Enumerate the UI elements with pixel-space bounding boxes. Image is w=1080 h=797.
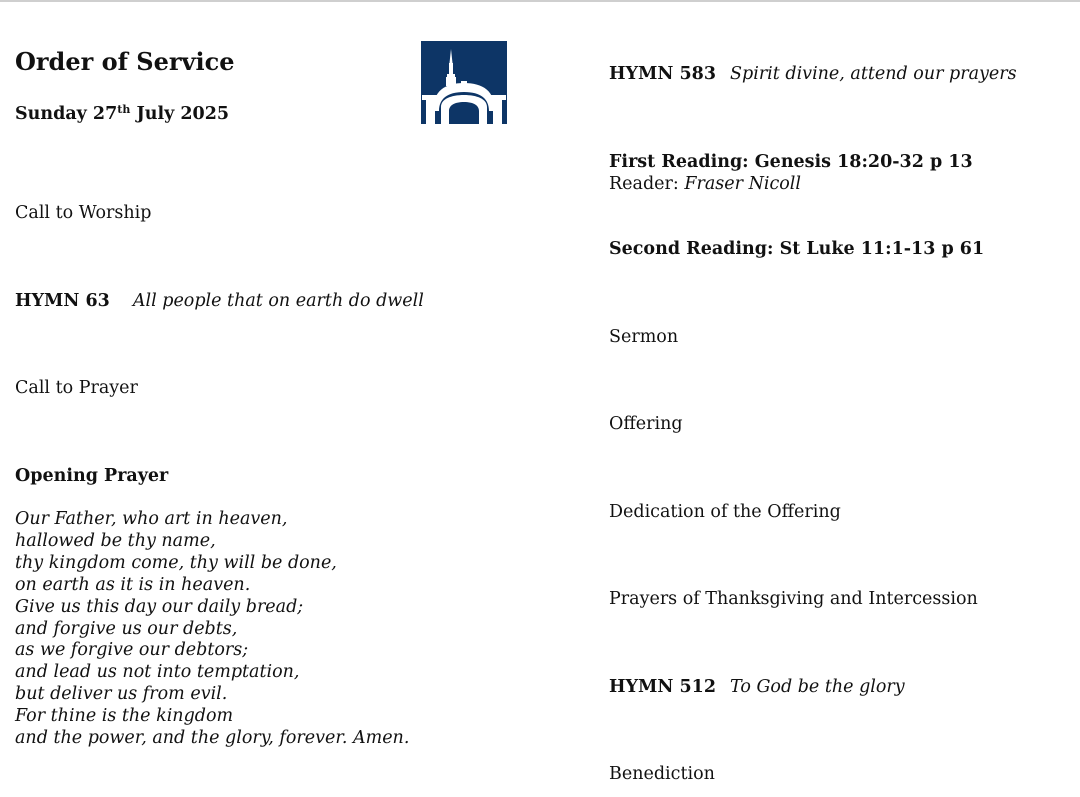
second-reading-heading: Second Reading: St Luke 11:1-13 p 61: [609, 239, 985, 259]
prayer-line: and the power, and the glory, forever. Amen.: [15, 728, 410, 749]
prayer-line: Give us this day our daily bread;: [15, 596, 304, 617]
lords-prayer-text: [15, 509, 409, 750]
prayer-line: thy kingdom come, thy will be done,: [15, 552, 337, 573]
call-to-worship: Call to Worship: [15, 203, 152, 223]
first-reading-heading: First Reading: Genesis 18:20-32 p 13: [609, 152, 973, 172]
prayer-line: and forgive us our debts,: [15, 618, 238, 639]
prayer-line: as we forgive our debtors;: [15, 640, 249, 661]
hymn-number: HYMN 512: [609, 677, 717, 697]
hymn-number: HYMN 63: [15, 291, 110, 311]
church-dome-spire-icon: [421, 41, 507, 124]
service-date-day: Sunday 27: [15, 104, 118, 124]
service-date-month-year: July 2025: [130, 104, 230, 124]
prayer-line: but deliver us from evil.: [15, 684, 228, 705]
hymn-title: To God be the glory: [730, 677, 905, 697]
service-date-ordinal: th: [117, 102, 131, 116]
reader-name: Fraser Nicoll: [684, 174, 802, 194]
hymn-title: All people that on earth do dwell: [132, 291, 424, 311]
opening-prayer-heading: Opening Prayer: [15, 466, 169, 486]
hymn-title: Spirit divine, attend our prayers: [730, 64, 1017, 84]
hymn-583-line: [609, 64, 1017, 84]
prayer-line: and lead us not into temptation,: [15, 662, 300, 683]
prayers-of-thanksgiving: Prayers of Thanksgiving and Intercession: [609, 589, 978, 609]
benediction: Benediction: [609, 764, 715, 784]
church-logo: [421, 41, 507, 124]
prayer-line: on earth as it is in heaven.: [15, 574, 251, 595]
dedication-of-offering: Dedication of the Offering: [609, 502, 841, 522]
reader-label: Reader:: [609, 174, 685, 194]
hymn-number: HYMN 583: [609, 64, 717, 84]
page-top-border: [0, 0, 1080, 2]
service-date: [15, 104, 229, 124]
hymn-63-line: [15, 291, 424, 311]
hymn-512-line: [609, 677, 905, 697]
call-to-prayer: Call to Prayer: [15, 378, 138, 398]
prayer-line: hallowed be thy name,: [15, 530, 216, 551]
first-reading-reader: [609, 174, 801, 194]
page-title: Order of Service: [15, 47, 235, 76]
prayer-line: Our Father, who art in heaven,: [15, 509, 288, 529]
prayer-line: For thine is the kingdom: [15, 706, 234, 727]
sermon: Sermon: [609, 327, 679, 347]
offering: Offering: [609, 414, 683, 434]
